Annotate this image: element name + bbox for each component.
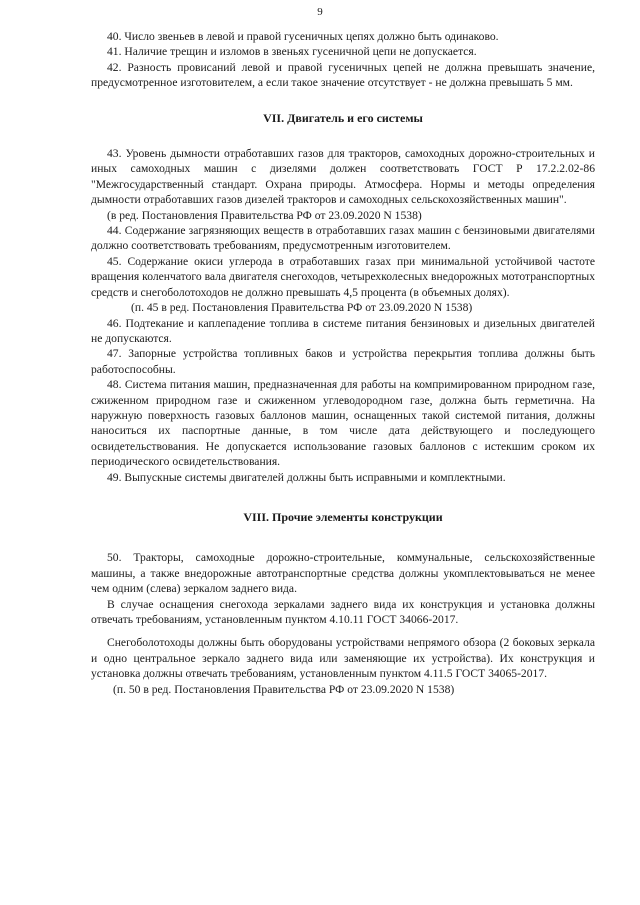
paragraph-46: 46. Подтекание и каплепадение топлива в системе питания бензиновых и дизельных двигателей не допускаются. — [91, 316, 595, 345]
paragraph-41: 41. Наличие трещин и изломов в звеньях гусеничной цепи не допускается. — [107, 45, 477, 59]
page-number: 9 — [317, 6, 323, 18]
amendment-note-43: (в ред. Постановления Правительства РФ от 23.09.2020 N 1538) — [107, 208, 422, 222]
amendment-note-45: (п. 45 в ред. Постановления Правительства РФ от 23.09.2020 N 1538) — [131, 301, 473, 315]
paragraph-42: 42. Разность провисаний левой и правой гусеничных цепей не должна превышать значение, предусмотренное изготовителем, а если такое значение отсутствует - не должна превышать 5 мм. — [91, 60, 595, 90]
paragraph-40: 40. Число звеньев в левой и правой гусеничных цепях должно быть одинаково. — [107, 30, 499, 43]
paragraph-43: 43. Уровень дымности отработавших газов для тракторов, самоходных дорожно-строительных и иных самоходных машин с дизелями должен соответствовать ГОСТ Р 17.2.2.02-86 "Межгосударственный стандарт. Охрана природы. Атмосфера. Нормы и методы определения дымности отработавших газов дизелей тракторов и самоходных сельскохозяйственных машин". — [91, 147, 595, 207]
paragraph-44: 44. Содержание загрязняющих веществ в отработавших газах машин с бензиновыми двигателями должно соответствовать требованиям, предусмотренным изготовителем. — [91, 224, 595, 253]
amendment-note-50: (п. 50 в ред. Постановления Правительства РФ от 23.09.2020 N 1538) — [113, 682, 455, 696]
section-heading-8: VIII. Прочие элементы конструкции — [243, 509, 443, 524]
paragraph-50-indirect-vision: Снегоболотоходы должны быть оборудованы устройствами непрямого обзора (2 боковых зеркала и одно центральное зеркало заднего вида или заменяющие их устройства). Их конструкция и установка должны отвечать требованиям, установленным пунктом 4.11.5 ГОСТ 34065-2017. — [91, 636, 595, 681]
paragraph-50: 50. Тракторы, самоходные дорожно-строительные, коммунальные, сельскохозяйственные машины, а также внедорожные автотранспортные средства должны укомплектовываться не менее чем одним (слева) зеркалом заднего вида. — [91, 551, 595, 596]
page-content — [91, 29, 595, 697]
section-heading-7: VII. Двигатель и его системы — [263, 110, 423, 125]
paragraph-49: 49. Выпускные системы двигателей должны быть исправными и комплектными. — [107, 470, 506, 484]
paragraph-47: 47. Запорные устройства топливных баков и устройства перекрытия топлива должны быть работоспособны. — [91, 347, 595, 376]
paragraph-50-mirrors-snowmobile: В случае оснащения снегохода зеркалами заднего вида их конструкция и установка должны отвечать требованиям, установленным пунктом 4.10.11 ГОСТ 34066-2017. — [91, 597, 595, 626]
paragraph-45: 45. Содержание окиси углерода в отработавших газах при минимальной устойчивой частоте вращения коленчатого вала двигателя снегоходов, четырехколесных внедорожных мототранспортных средств и снегоболотоходов не должно превышать 4,5 процента (в объемных долях). — [91, 254, 595, 299]
paragraph-48: 48. Система питания машин, предназначенная для работы на компримированном природном газе, сжиженном природном газе и сжиженном углеводородном газе, должна быть герметична. На наружную поверхность газовых баллонов машин, оснащенных такой системой питания, должны наноситься их паспортные данные, в том числе дата действующего и последующего освидетельствования. Не допускается использование газовых баллонов с истекшим сроком их периодического освидетельствования. — [91, 378, 595, 469]
